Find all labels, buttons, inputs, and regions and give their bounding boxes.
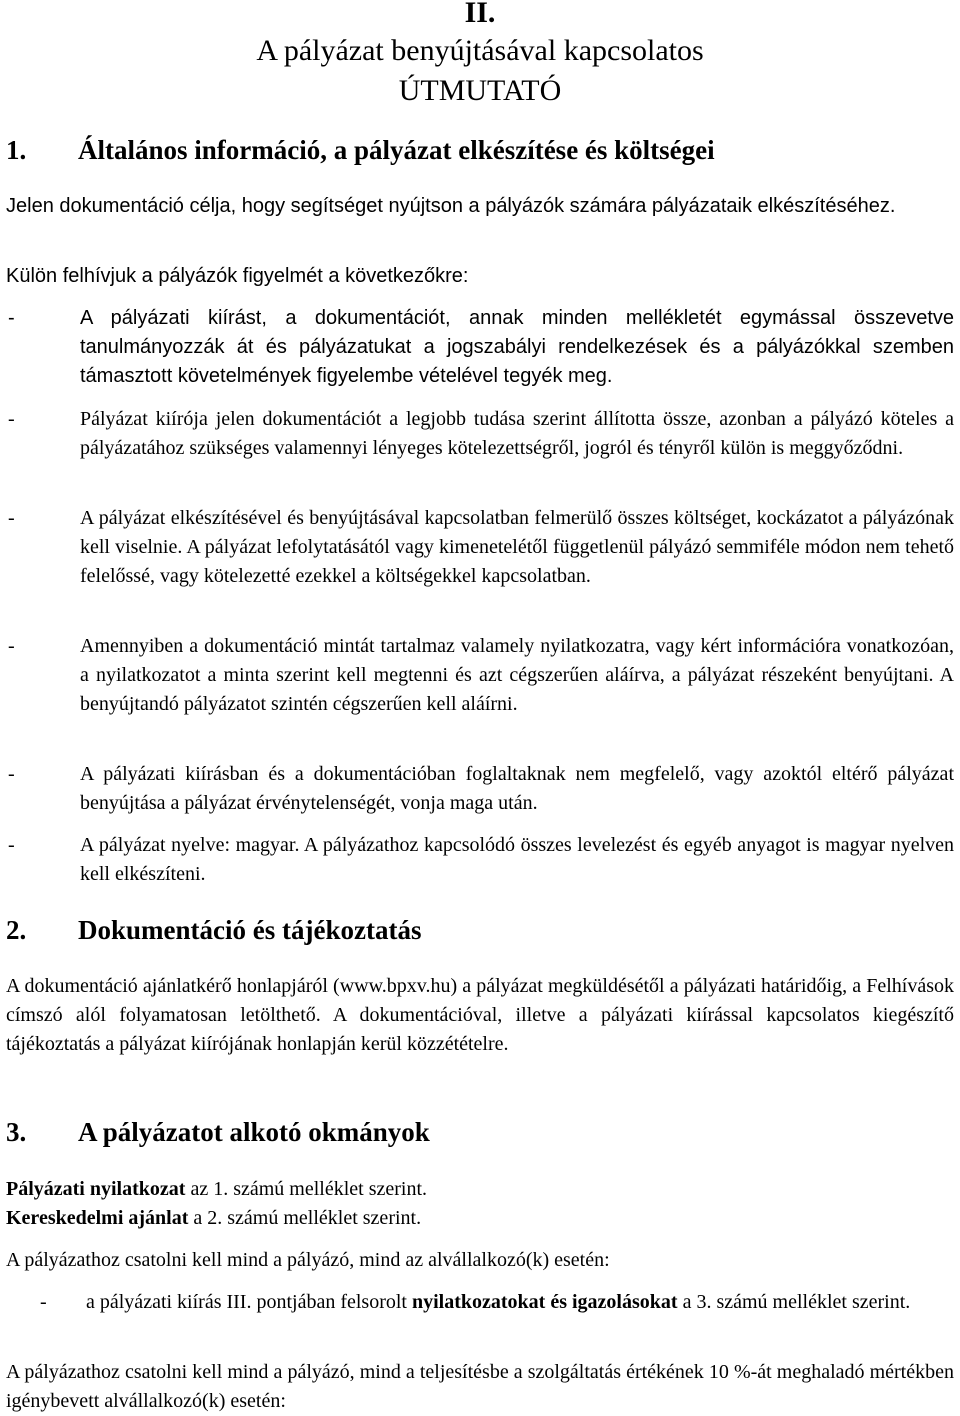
- section-title: Dokumentáció és tájékoztatás: [78, 915, 422, 945]
- list-item: [86, 1288, 954, 1317]
- list-bullet: -: [8, 307, 15, 329]
- attachment-line-1: [6, 1175, 954, 1204]
- list-item-text: a 3. számú melléklet szerint.: [677, 1291, 911, 1313]
- list-item: A pályázati kiírást, a dokumentációt, annak minden mellékletét egymással összevetve tanulmányozzák át és pályázatukat a jogszabályi rendelkezések és a pályázókkal szemben támasztott követelmények figyelembe vételével tegyék meg.: [80, 307, 954, 387]
- section-2-heading: [6, 914, 421, 946]
- section-1-heading: [6, 134, 715, 166]
- intro-paragraph: Jelen dokumentáció célja, hogy segítséget nyújtson a pályázók számára pályázataik elkészítéséhez.: [6, 195, 896, 217]
- list-bullet: -: [8, 763, 15, 785]
- document-title: A pályázat benyújtásával kapcsolatos: [256, 34, 704, 67]
- section-3-paragraph-2: A pályázathoz csatolni kell mind a pályázó, mind a teljesítésbe a szolgáltatás értékének 10 %-át meghaladó mértékben igénybevett alvállalkozó(k) esetén:: [6, 1361, 954, 1412]
- section-2-body: A dokumentáció ajánlatkérő honlapjáról (www.bpxv.hu) a pályázat megküldésétől a pályázati határidőig, a Felhívások címszó alól folyamatosan letölthető. A dokumentációval, illetve a pályázati kiírással kapcsolatos kiegészítő tájékoztatás a pályázat kiírójának honlapján kerül közzétételre.: [6, 975, 954, 1055]
- list-bullet: -: [8, 834, 15, 856]
- section-3-paragraph-1: A pályázathoz csatolni kell mind a pályázó, mind az alvállalkozó(k) esetén:: [6, 1249, 610, 1271]
- list-bullet: -: [8, 408, 15, 430]
- list-bullet: -: [8, 635, 15, 657]
- list-item: A pályázat elkészítésével és benyújtásával kapcsolatban felmerülő összes költséget, kockázatot a pályázónak kell viselnie. A pályázat lefolytatásától vagy kimenetelétől függetlenül pályázó semmiféle módon nem tehető felelőssé, vagy kötelezetté ezekkel a költségekkel kapcsolatban.: [80, 507, 954, 587]
- list-bullet: -: [8, 507, 15, 529]
- attachment-ref: a 2. számú melléklet szerint.: [188, 1207, 422, 1229]
- document-subtitle: ÚTMUTATÓ: [398, 74, 562, 107]
- lead-paragraph: Külön felhívjuk a pályázók figyelmét a következőkre:: [6, 265, 469, 287]
- section-title: A pályázatot alkotó okmányok: [78, 1117, 430, 1147]
- section-number: 3.: [6, 1117, 27, 1147]
- list-item-emphasis: nyilatkozatokat és igazolásokat: [412, 1291, 678, 1313]
- attachment-name: Kereskedelmi ajánlat: [6, 1207, 189, 1229]
- list-item: A pályázati kiírásban és a dokumentációban foglaltaknak nem megfelelő, vagy azoktól eltérő pályázat benyújtása a pályázat érvénytelenségét, vonja maga után.: [80, 763, 954, 814]
- section-title: Általános információ, a pályázat elkészítése és költségei: [78, 135, 715, 165]
- list-item: A pályázat nyelve: magyar. A pályázathoz kapcsolódó összes levelezést és egyéb anyagot is magyar nyelven kell elkészíteni.: [80, 834, 954, 885]
- section-number: 2.: [6, 915, 27, 945]
- list-bullet: -: [40, 1291, 47, 1313]
- roman-numeral: II.: [464, 0, 496, 29]
- attachment-ref: az 1. számú melléklet szerint.: [185, 1178, 428, 1200]
- section-3-heading: [6, 1116, 430, 1148]
- list-item-text: a pályázati kiírás III. pontjában felsorolt: [86, 1291, 412, 1313]
- list-item: Amennyiben a dokumentáció mintát tartalmaz valamely nyilatkozatra, vagy kért információra vonatkozóan, a nyilatkozatot a minta szerint kell megtenni és azt cégszerűen aláírva, a pályázat részeként benyújtani. A benyújtandó pályázatot szintén cégszerűen kell aláírni.: [80, 635, 954, 715]
- attachment-line-2: [6, 1204, 954, 1233]
- section-number: 1.: [6, 135, 27, 165]
- list-item: Pályázat kiírója jelen dokumentációt a legjobb tudása szerint állította össze, azonban a pályázó köteles a pályázatához szükséges valamennyi lényeges kötelezettségről, jogról és tényről külön is meggyőződni.: [80, 408, 954, 459]
- attachment-name: Pályázati nyilatkozat: [6, 1178, 186, 1200]
